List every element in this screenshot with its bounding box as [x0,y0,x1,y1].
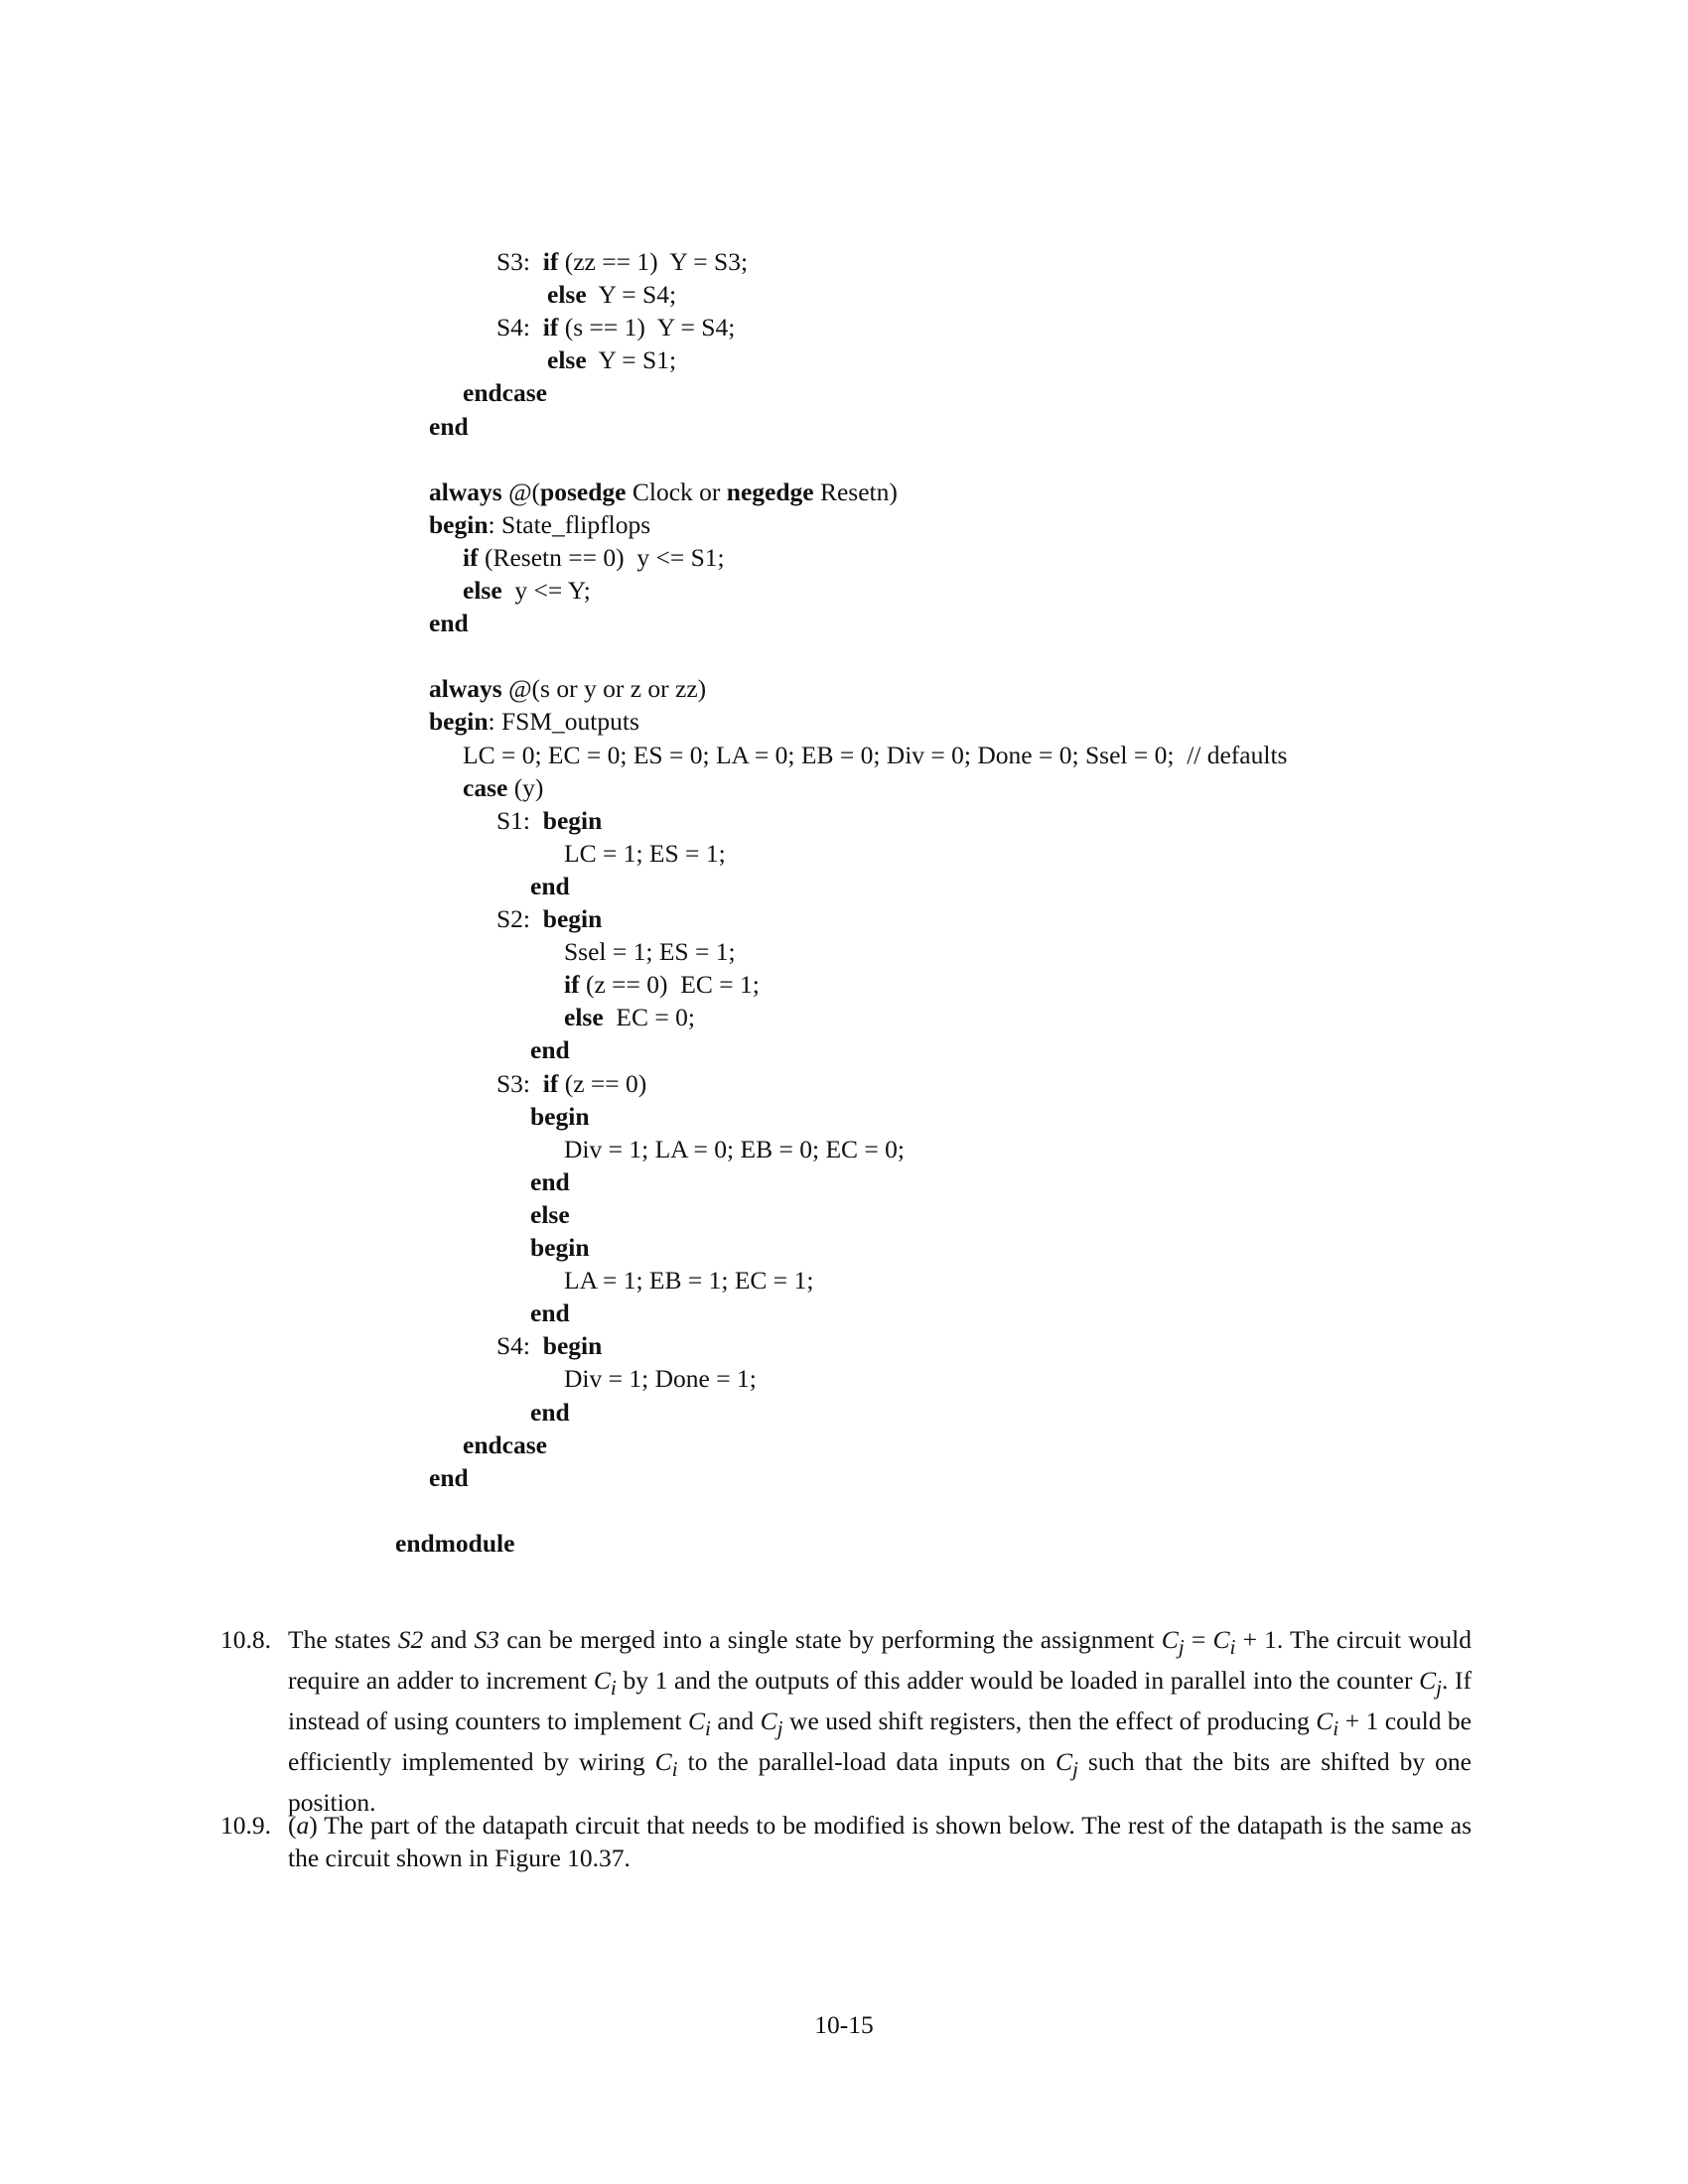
code-keyword: else [547,280,587,310]
code-keyword: endcase [463,1430,547,1459]
code-text: S2: [496,904,543,933]
code-line [530,1199,570,1231]
math-subscript: i [610,1676,617,1701]
code-keyword: if [542,247,559,276]
code-line [496,246,748,278]
code-text: S1: [496,805,543,835]
math-symbol: C [1212,1625,1230,1654]
page-number: 10-15 [814,2010,874,2039]
code-keyword: end [429,411,469,441]
code-line [530,1232,590,1264]
code-keyword: end [429,609,469,638]
text-run: by 1 and the outputs of this adder would be loaded in parallel into the counter [616,1666,1420,1696]
math-symbol: a [296,1811,310,1840]
text-run: such that the bits are shifted by one position. [288,1747,1472,1818]
code-keyword: always [429,674,502,704]
code-keyword: else [547,345,587,375]
code-line [530,1034,570,1066]
code-keyword: if [564,970,580,1000]
math-subscript: j [1436,1676,1442,1701]
answer-number: 10.8. [220,1625,271,1654]
code-keyword: end [530,871,570,900]
code-keyword: begin [429,707,489,737]
code-keyword: begin [530,1233,590,1262]
code-text: Y = S1; [586,345,677,375]
code-keyword: else [463,576,502,605]
text-run: we used shift registers, then the effect of producing [782,1706,1317,1736]
code-keyword: else [564,1003,604,1032]
code-keyword: begin [542,904,603,933]
code-line [564,969,760,1001]
code-keyword: always [429,477,502,506]
text-run: and [710,1706,761,1736]
text-run: and [423,1625,475,1654]
code-keyword: if [542,1068,559,1098]
code-line [463,772,543,804]
code-keyword: end [530,1166,570,1196]
code-text: LC = 1; ES = 1; [564,838,726,868]
code-line [429,706,639,738]
code-keyword: endmodule [395,1528,515,1558]
code-keyword: begin [429,509,489,539]
text-run: can be merged into a single state by performing the assignment [498,1625,1162,1654]
code-keyword: posedge [540,477,627,506]
math-symbol: C [687,1706,705,1736]
code-text: Div = 1; Done = 1; [564,1364,757,1394]
math-subscript: i [1333,1716,1339,1741]
code-line [429,608,469,639]
code-text [496,280,547,309]
math-subscript: j [1071,1757,1078,1782]
code-text: S3: [496,247,543,276]
code-line [463,1430,547,1461]
code-text: S3: [496,1068,543,1098]
math-symbol: S2 [397,1625,424,1654]
code-line [530,1297,570,1329]
math-symbol: C [654,1747,672,1777]
code-line [429,477,898,508]
code-text: (y) [507,772,544,802]
code-line [564,1134,905,1165]
code-text: Div = 1; LA = 0; EB = 0; EC = 0; [564,1134,905,1163]
code-line [496,279,676,311]
code-line [395,1528,514,1560]
text-run: ) The part of the datapath circuit that needs to be modified is shown below. The rest of the datapath is the same as the circuit shown in Figure 10.37. [288,1811,1472,1872]
code-keyword: endcase [463,378,547,408]
code-keyword: if [542,313,559,342]
code-line [429,411,469,443]
code-keyword: begin [530,1101,590,1131]
math-symbol: C [1316,1706,1334,1736]
math-subscript: i [704,1716,711,1741]
text-run: + 1. The circuit would require an adder to increment [288,1625,1473,1696]
code-line [530,1101,590,1133]
code-text [496,345,547,374]
code-line [463,542,725,574]
text-run: + 1 could be efficiently implemented by wiring [288,1706,1473,1777]
code-keyword: end [530,1397,570,1427]
code-line [530,1397,570,1429]
code-line [463,377,547,409]
math-subscript: i [1229,1635,1236,1660]
math-symbol: S3 [474,1625,499,1654]
code-keyword: begin [542,805,603,835]
math-subscript: j [776,1716,783,1741]
code-text: @( [501,477,541,506]
code-text: (z == 0) [558,1068,647,1098]
code-text: S4: [496,313,543,342]
math-symbol: C [593,1666,611,1696]
text-run: The states [288,1625,398,1654]
code-line [496,344,676,376]
code-text: @(s or y or z or zz) [501,674,707,704]
code-line [463,575,591,607]
code-line [530,1166,570,1198]
code-line [496,1330,602,1362]
code-text: (Resetn == 0) y <= S1; [478,542,725,572]
code-keyword: if [463,542,479,572]
code-keyword: case [463,772,508,802]
answer-number: 10.9. [220,1811,271,1840]
code-keyword: end [530,1298,570,1328]
code-line [564,936,736,968]
code-line [496,903,602,935]
code-line [564,1002,695,1033]
code-text: LC = 0; EC = 0; ES = 0; LA = 0; EB = 0; Div = 0; Done = 0; Ssel = 0; // defaults [463,740,1288,769]
code-line [496,1068,646,1100]
code-text: (zz == 1) Y = S3; [558,247,749,276]
code-text: : State_flipflops [488,509,651,539]
code-keyword: negedge [726,477,814,506]
code-line [564,1265,813,1297]
code-keyword: begin [542,1331,603,1361]
code-text: Clock or [626,477,727,506]
code-text: Ssel = 1; ES = 1; [564,937,736,967]
text-run: = [1184,1625,1213,1654]
code-text: y <= Y; [501,576,591,605]
code-line [463,740,1287,771]
code-line [564,1363,757,1395]
code-text: LA = 1; EB = 1; EC = 1; [564,1266,814,1296]
code-text: EC = 0; [603,1003,695,1032]
text-run: to the parallel-load data inputs on [677,1747,1055,1777]
text-run: . If instead of using counters to implement [288,1666,1472,1736]
code-line [429,509,650,541]
code-line [496,805,602,837]
answer-10-9 [220,1809,1472,1874]
code-text: (z == 0) EC = 1; [579,970,760,1000]
code-line [564,838,726,870]
code-text: (s == 1) Y = S4; [558,313,736,342]
text-run: ( [288,1811,297,1840]
math-symbol: C [1161,1625,1179,1654]
code-text: : FSM_outputs [488,707,639,737]
math-symbol: C [1419,1666,1437,1696]
code-line [530,871,570,902]
code-text: Y = S4; [586,280,677,310]
math-subscript: j [1178,1635,1185,1660]
math-symbol: C [760,1706,777,1736]
code-keyword: end [429,1462,469,1492]
answer-10-8 [220,1623,1472,1819]
code-line [429,1462,469,1494]
code-line [429,673,706,705]
code-text: S4: [496,1331,543,1361]
math-symbol: C [1055,1747,1072,1777]
code-keyword: end [530,1035,570,1065]
code-text: Resetn) [813,477,898,506]
answer-text [288,1623,1472,1819]
math-subscript: i [671,1757,678,1782]
code-keyword: else [530,1199,570,1229]
answer-text [288,1809,1472,1874]
code-line [496,312,735,343]
